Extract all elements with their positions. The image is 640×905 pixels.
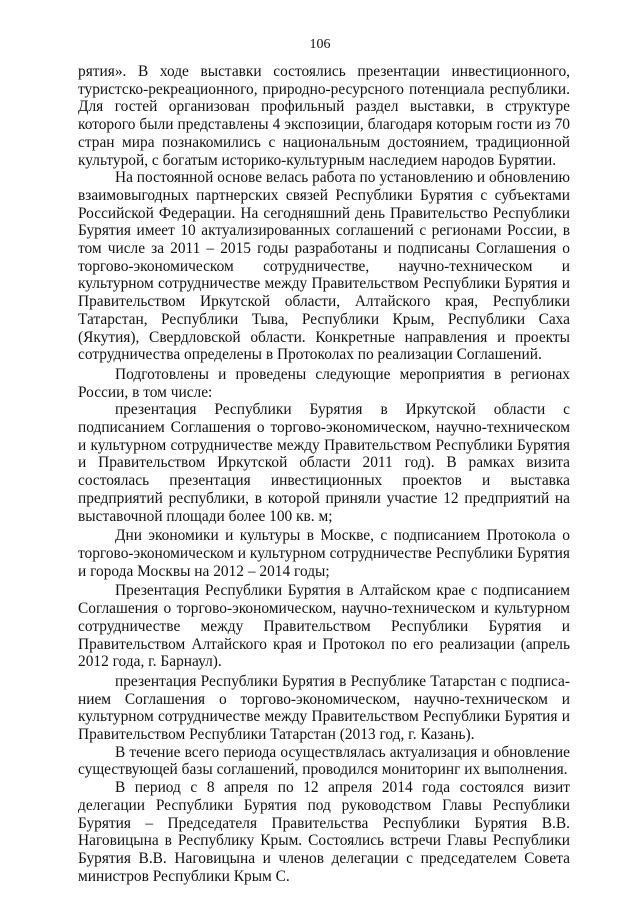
paragraph-moscow-days: Дни экономики и культуры в Москве, с подписанием Протокола о торгово-экономическом и культурном сотрудничестве Республики Бурятия и города Москвы на 2012 – 2014 годы; [78, 527, 570, 580]
body-text [78, 63, 570, 885]
page-number: 106 [309, 37, 331, 52]
paragraph-crimea-visit: В период с 8 апреля по 12 апреля 2014 года состоялся визит делегации Республики Бурятия под руководством Главы Республики Бурятия – Председателя Правительства Республики Бурятия В.В. Наговицына в Республику Крым. Состоялись встречи Главы Республики Бурятия В.В. Наговицына и членов делегации с председателем Совета министров Республики Крым С. [78, 779, 570, 885]
paragraph-altai-presentation: Презентация Республики Бурятия в Алтайском крае с подписанием Соглашения о торгово-экономическом, научно-техническом и культурном сотрудничестве между Правительством Республики Бурятия и Правительством Алтайского края и Протокол по его реализации (апрель 2012 года, г. Барнаул). [78, 582, 570, 671]
paragraph-partner-relations: На постоянной основе велась работа по установлению и обновлению взаимовыгодных партнерских связей Республики Бурятия с субъектами Российской Федерации. На сегодняшний день Правительство Республики Бурятия имеет 10 актуализированных соглашений с регионами России, в том числе за 2011 – 2015 годы разработаны и подписаны Соглашения о торгово-экономическом сотрудничестве, научно-техническом и культурном сотрудничестве между Правительством Республики Бурятия и Правительством Иркутской области, Алтайского края, Республики Татарстан, Республики Тыва, Республики Крым, Республики Саха (Якутия), Свердловской области. Конкретные направления и проекты сотрудничества определены в Протоколах по реализации Соглашений. [78, 169, 571, 364]
paragraph-events-intro: Подготовлены и проведены следующие мероприятия в регионах России, в том числе: [78, 365, 570, 401]
paragraph-irkutsk-presentation: презентация Республики Бурятия в Иркутской области с подписанием Соглашения о торгово-экономическом, научно-техническом и культурном сотрудничестве между Правительством Республики Бурятия и Правительством Иркутской области 2011 год). В рамках визита состоялась презентация инвестиционных проектов и выставка предприятий республики, в которой приняли участие 12 предприятий на выставочной площади более 100 кв. м; [78, 401, 570, 525]
paragraph-agreements-update: В течение всего периода осуществлялась актуализация и обновление существующей базы соглашений, проводился мониторинг их выполнения. [78, 743, 570, 779]
paragraph-exhibition-end: рятия». В ходе выставки состоялись презентации инвестиционного, туристско-рекреационного, природно-ресурсного потенциала республики. Для гостей организован профильный раздел выставки, в структуре которого были представлены 4 экспозиции, благодаря которым гости из 70 стран мира познакомились с национальным достоянием, традиционной культурой, с богатым историко-культурным наследием народов Бурятии. [78, 63, 570, 169]
paragraph-tatarstan-presentation: презентация Республики Бурятия в Республике Татарстан с подписанием Соглашения о торгово-экономическом, научно-техническом и культурном сотрудничестве между Правительством Республики Бурятия и Правительством Республики Татарстан (2013 год, г. Казань). [78, 672, 570, 744]
